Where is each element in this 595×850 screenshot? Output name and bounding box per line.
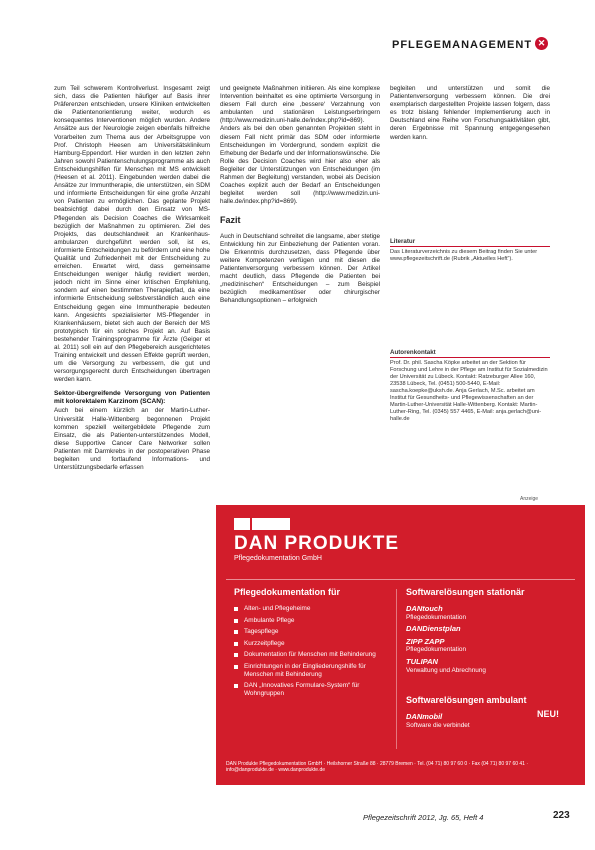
ad-vertical-divider: [396, 589, 397, 749]
ad-left-item: Ambulante Pflege: [234, 617, 384, 625]
page-number: 223: [553, 810, 570, 821]
ad-right-heading-2: Softwarelösungen ambulant: [406, 695, 527, 705]
ad-left-item: Dokumentation für Menschen mit Behinderung: [234, 651, 384, 659]
fazit-body: Auch in Deutschland schreitet die langsame, aber stetige Entwicklung hin zur Einbeziehung der Patienten voran. Die Erkenntnis durchzusetzen, dass Pflegende über weitere Kompetenzen verfügen und mit diesen die Patientenversorgung verbessern können. Der Artikel macht deutlich, dass Pflegende die Patienten bei „medizinischen“ Entscheidungen – zum Beispiel bezüglich medikamentöser oder chirurgischer Behandlungsoptionen – erfolgreich: [220, 232, 380, 305]
brand-logo-icon: [234, 517, 312, 531]
ad-product-item: ZIPP ZAPP Pflegedokumentation: [406, 636, 467, 654]
literature-heading: Literatur: [390, 238, 550, 247]
author-contact-heading: Autorenkontakt: [390, 349, 550, 358]
ad-left-item: DAN „Innovatives Formulare-System“ für Wohngruppen: [234, 682, 384, 697]
col1-section-body: Auch bei einem kürzlich an der Martin-Luther-Universität Halle-Wittenberg begonnenen Projekt kommen speziell weitergebildete Pflegende zum Einsatz, die als Patienten-unterstützendes Modell, diese Supportive Cancer Care Networker sollen Patienten mit Darmkrebs in der postoperativen Phase begleiten und fortlaufend Informations- und Unterstützungsbedarfe erfassen: [54, 407, 210, 472]
fazit-heading: Fazit: [220, 215, 241, 226]
close-icon: ✕: [535, 37, 548, 50]
ad-brand: DAN PRODUKTE: [234, 533, 400, 554]
ad-left-list: [234, 605, 384, 701]
ad-left-heading: Pflegedokumentation für: [234, 587, 341, 597]
column-3: [390, 85, 550, 145]
author-contact-body: Prof. Dr. phil. Sascha Köpke arbeitet an der Sektion für Forschung und Lehre in der Pflege am Institut für Sozialmedizin der Universität zu Lübeck. Kontakt: Ratzeburger Allee 160, 23538 Lübeck, Tel. (0451) 500-5440, E-Mail: sascha.koepke@uksh.de. Anja Gerlach, M.Sc. arbeitet am Institut für Gesundheits- und Pflegewissenschaften an der Martin-Luther-Universität Halle-Wittenberg. Kontakt: Martin-Luther-Ring, Tel. (0345) 557 4465, E-Mail: anja.gerlach@uni-halle.de: [390, 360, 548, 422]
col1-paragraph: zum Teil schwerem Kontrollverlust. Insgesamt zeigt sich, dass die Patienten häufiger auf Basis ihrer Präferenzen entschieden, unsere Kliniken entwickelten die Patientenorientierung weiter, wodurch es konsequentes Interventionen möglich wurden. Andere Ansätze aus der Neurologie zeigen ebenfalls hilfreiche Vorarbeiten zum Thema aus der Arbeitsgruppe von Prof. Christoph Heesen am Universitätsklinikum Hamburg-Eppendorf. Hier wurden in den letzten zehn Jahren sowohl Patientenschulungsprogramme als auch Entscheidungshilfen für Menschen mit MS entwickelt (Heesen et al. 2011). Eingebunden werden dabei die Ansätze zur Immuntherapie, die unterstützen, ein SDM und informierte Entscheidungen für eine große Anzahl von Patienten zu ermöglichen. Das geplante Projekt beabsichtigt dabei durch den Einsatz von MS-Pflegenden als Decision Coaches die Wirksamkeit bezüglich der Maßnahmen zu optimieren. Ziel des Projekts, das deutschlandweit an Krankenhaus-ambulanzen durchgeführt werden soll, ist es, informierte Entscheidungen zu befördern und eine hohe Qualität und Zufriedenheit mit der Entscheidung zu erreichen. Erwartet wird, dass gemeinsame Entscheidungen weniger häufig revidiert werden, jedoch nicht im Sinne einer kritischen Empfehlung, sondern auf einen bestimmten Therapiepfad, da eine informierte Entscheidung selbstverständlich auch eine Entscheidung gegen eine Immuntherapie bedeuten kann. Angesichts spezialisierter MS-Pflegender in Krankenhäusern, bietet sich auch der Bereich der MS prototypisch für ein solches Projekt an. Auf Basis bestehender Trainingsprogramme für Ärzte (Geiger et al. 2011) soll ein auf den Pflegebereich ausgerichtetes Training entwickelt und dessen Effekte geprüft werden, um die Versorgung zu verbessern, die gut und versorgungsgerecht durch Entscheidungen übertragen werden kann.: [54, 85, 210, 384]
ad-new-badge: NEU!: [537, 709, 559, 719]
journal-citation: Pflegezeitschrift 2012, Jg. 65, Heft 4: [363, 813, 484, 822]
advertisement: [216, 505, 585, 785]
section-title: PFLEGEMANAGEMENT: [392, 39, 533, 51]
page-header: [392, 35, 548, 53]
ad-left-item: Alten- und Pflegeheime: [234, 605, 384, 613]
ad-product-item: DANDienstplan: [406, 624, 461, 634]
col1-subheading: Sektor-übergreifende Versorgung von Patienten mit kolorektalem Karzinom (SCAN):: [54, 390, 210, 406]
literature-box: [390, 238, 550, 263]
ad-product-item: TULIPAN Verwaltung und Abrechnung: [406, 656, 486, 674]
ad-left-item: Kurzzeitpflege: [234, 640, 384, 648]
ad-footer: DAN Produkte Pflegedokumentation GmbH · Heilshorner Straße 88 · 28779 Bremen · Tel. (04 71) 80 97 60 0 · Fax (04 71) 80 97 60 41 · info@danprodukte.de · www.danprodukte.de: [226, 761, 529, 773]
literature-body: Das Literaturverzeichnis zu diesem Beitrag finden Sie unter www.pflegezeitschrift.de (Rubrik „Aktuelles Heft“).: [390, 249, 538, 262]
ad-divider: [226, 579, 575, 580]
ad-right-heading: Softwarelösungen stationär: [406, 587, 525, 597]
col2-paragraph: und geeignete Maßnahmen initiieren. Als eine komplexe Intervention beinhaltet es eine optimierte Versorgung in diesem Fall durch eine ‚bessere‘ Verzahnung von ambulanten und stationären Leistungserbringern (http://www.medizin.uni-halle.de/index.php?id=869). Anders als bei den oben genannten Projekten steht in diesem Fall nicht primär das SDM oder informierte Entscheidungen im Vordergrund, sondern explizit die Erhebung der Bedarfe und der Informationswünsche. Die Rolle des Decision Coaches wird hier also eher als Begleiter der Unterstützungen von Entscheidungen (im Rahmen der Begleitung) verstanden, wobei als Decision Coaches explizit auch der Bedarf an Entscheidungen begleitet werden soll (http://www.medizin.uni-halle.de/index.php?id=869).: [220, 85, 380, 206]
ad-label: Anzeige: [520, 496, 539, 502]
ad-right-list: [406, 605, 571, 678]
column-2: [220, 85, 380, 308]
ad-left-item: Einrichtungen in der Eingliederungshilfe für Menschen mit Behinderung: [234, 663, 384, 678]
column-1: [54, 85, 210, 475]
ad-brand-sub: Pflegedokumentation GmbH: [234, 555, 322, 562]
ad-product-item: DANmobil Software die verbindet: [406, 712, 470, 729]
col3-paragraph: begleiten und unterstützen und somit die Patientenversorgung verbessern können. Die drei exemplarisch dargestellten Projekte lassen folgern, dass es trotz bislang fehlender Implementierung auch in Deutschland eine Reihe von Forschungsaktivitäten gibt, deren Ergebnisse mit Spannung entgegengesehen werden kann.: [390, 85, 550, 141]
ad-left-item: Tagespflege: [234, 628, 384, 636]
ad-product-item: DANtouch Pflegedokumentation: [406, 604, 467, 621]
author-contact-box: [390, 349, 550, 423]
